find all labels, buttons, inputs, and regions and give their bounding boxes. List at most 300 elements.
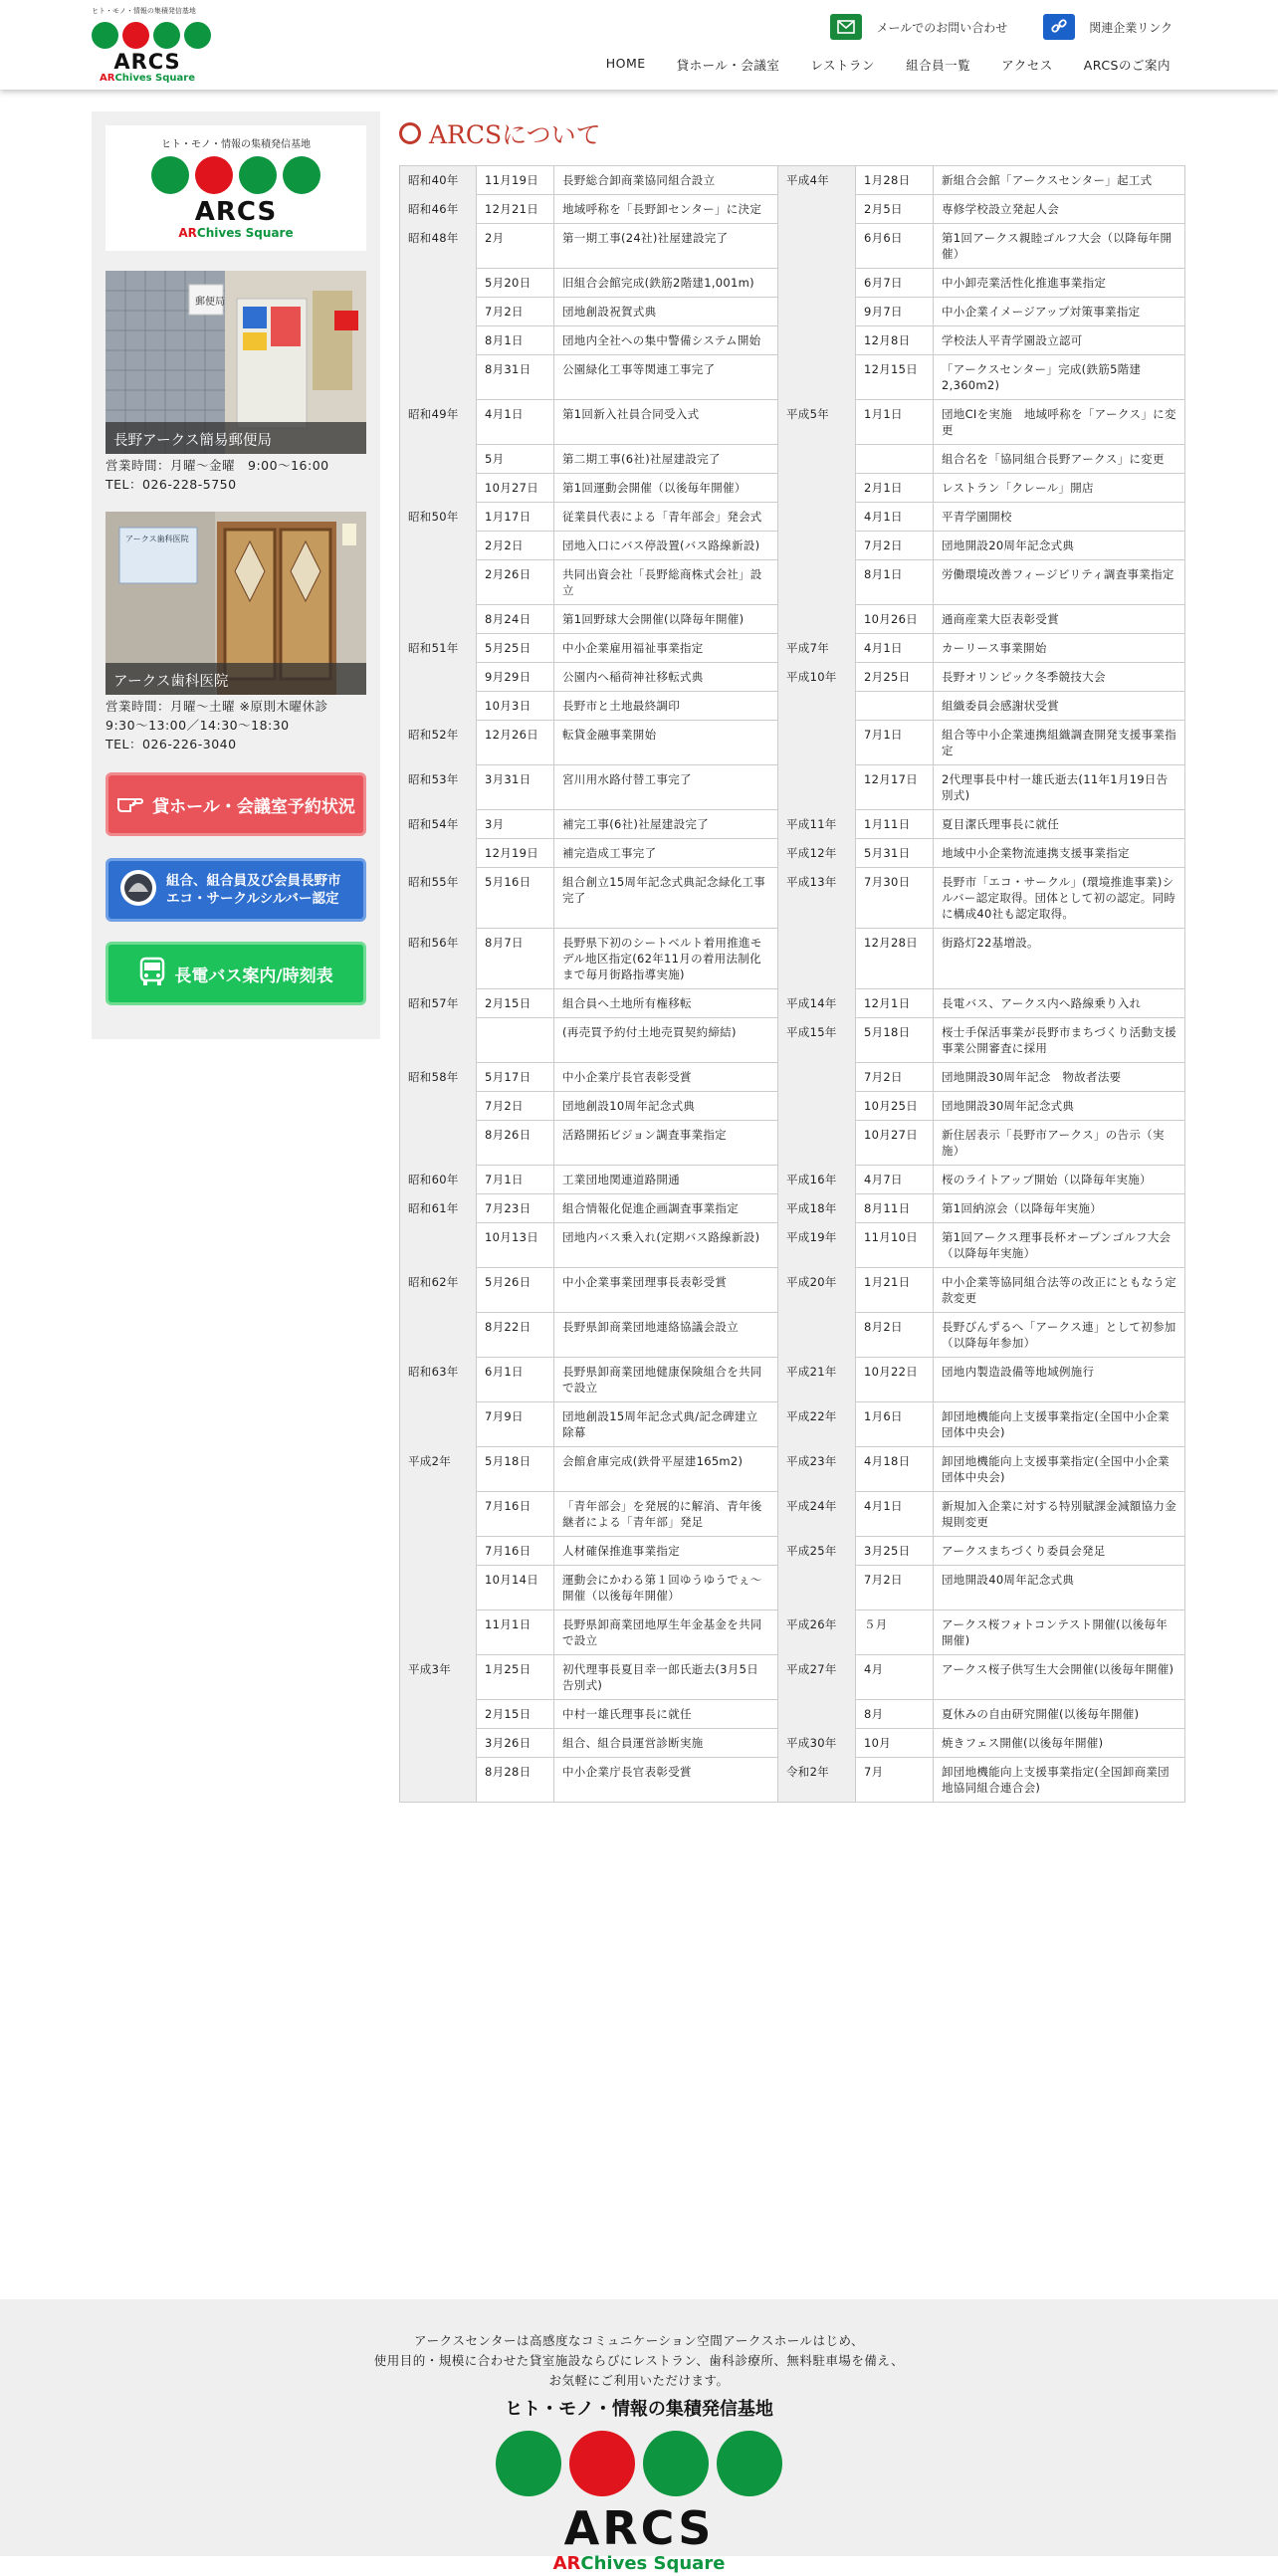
date-cell: 5月 [477,445,554,474]
date-cell [856,692,934,721]
table-row [400,560,1185,605]
event-cell: 組合情報化促進企画調査事業指定 [554,1194,778,1223]
eco-circle-banner[interactable] [106,858,366,922]
event-cell: 団地内製造設備等地域例施行 [934,1358,1185,1402]
sidebar-logo-sub: ARChives Square [178,226,294,240]
table-row [400,1166,1185,1194]
mail-inquiry-link[interactable] [830,14,1007,40]
footer-line-3: お気軽にご利用いただけます。 [548,2373,730,2388]
event-cell: 中小企業庁長官表彰受賞 [554,1758,778,1803]
era-cell [400,474,477,503]
date-cell: 12月26日 [477,721,554,765]
table-row [400,224,1185,269]
table-row [400,1700,1185,1729]
link-icon [1043,14,1075,40]
nav-hall[interactable]: 貸ホール・会議室 [676,58,780,73]
event-cell: 転貸金融事業開始 [554,721,778,765]
event-cell: 街路灯22基増設。 [934,929,1185,989]
date-cell: 10月27日 [856,1121,934,1166]
era-cell: 昭和53年 [400,765,477,810]
date-cell: 10月27日 [477,474,554,503]
table-row [400,1194,1185,1223]
event-cell: 団地CIを実施 地域呼称を「アークス」に変更 [934,400,1185,445]
date-cell: 5月31日 [856,839,934,868]
dental-tel: TEL：026-226-3040 [106,737,237,751]
table-row [400,503,1185,532]
date-cell: 8月28日 [477,1758,554,1803]
table-row [400,1358,1185,1402]
date-cell: 7月23日 [477,1194,554,1223]
event-cell: 組合等中小企業連携組織調査開発支援事業指定 [934,721,1185,765]
date-cell: 8月1日 [856,560,934,605]
logo-sub: ARChives Square [99,73,195,84]
date-cell: 1月11日 [856,810,934,839]
era-cell [400,605,477,634]
table-row [400,663,1185,692]
event-cell: 中小企業事業団理事長表彰受賞 [554,1268,778,1313]
event-cell: 組合創立15周年記念式典記念緑化工事完了 [554,868,778,929]
footer-message [0,2331,1278,2391]
date-cell: 7月2日 [856,1566,934,1610]
era-cell: 平成20年 [778,1268,856,1313]
nav-access[interactable]: アクセス [1001,58,1053,73]
era-cell: 昭和60年 [400,1166,477,1194]
date-cell: 1月21日 [856,1268,934,1313]
event-cell: 長野総合卸商業協同組合設立 [554,166,778,195]
date-cell: 2月26日 [477,560,554,605]
event-cell: 地域中小企業物流連携支援事業指定 [934,839,1185,868]
date-cell: 4月1日 [477,400,554,445]
era-cell [400,692,477,721]
mail-inquiry-label: メールでのお問い合わせ [876,20,1008,35]
event-cell: 新住居表示「長野市アークス」の告示（実施） [934,1121,1185,1166]
era-cell [778,560,856,605]
era-cell [778,224,856,269]
event-cell: アークスまちづくり委員会発足 [934,1537,1185,1566]
date-cell: 2月 [477,224,554,269]
event-cell: 組織委員会感謝状受賞 [934,692,1185,721]
era-cell [400,839,477,868]
dental-clinic-info [106,697,327,753]
date-cell: ５月 [856,1610,934,1655]
event-cell: 2代理事長中村一雄氏逝去(11年1月19日告別式) [934,765,1185,810]
date-cell: 2月25日 [856,663,934,692]
era-cell [400,1700,477,1729]
event-cell: 人材確保推進事業指定 [554,1537,778,1566]
eco-circle-label-line2: エコ・サークルシルバー認定 [166,891,339,907]
era-cell: 平成27年 [778,1655,856,1700]
sidebar-logo[interactable] [106,125,366,251]
era-cell [400,1018,477,1063]
event-cell: 団地創設祝賀式典 [554,298,778,326]
event-cell: 公園緑化工事等関連工事完了 [554,355,778,400]
era-cell [778,1092,856,1121]
event-cell: 専修学校設立発起人会 [934,195,1185,224]
date-cell: 7月1日 [477,1166,554,1194]
post-office-caption: 長野アークス簡易郵便局 [106,422,366,454]
era-cell [778,269,856,298]
date-cell: 8月24日 [477,605,554,634]
era-cell: 昭和51年 [400,634,477,663]
bus-info-banner[interactable] [106,942,366,1005]
hall-reservation-label: 貸ホール・会議室予約状況 [152,796,355,817]
event-cell: レストラン「クレール」開店 [934,474,1185,503]
era-cell: 昭和55年 [400,868,477,929]
event-cell: 長野オリンピック冬季競技大会 [934,663,1185,692]
table-row [400,326,1185,355]
event-cell: 焼きフェス開催(以後毎年開催) [934,1729,1185,1758]
post-office-hours: 営業時間：月曜～金曜 9:00～16:00 [106,458,329,473]
date-cell: 5月25日 [477,634,554,663]
table-row [400,1268,1185,1313]
date-cell: 12月8日 [856,326,934,355]
era-cell: 昭和63年 [400,1358,477,1402]
era-cell [778,445,856,474]
era-cell [778,532,856,560]
table-row [400,355,1185,400]
date-cell [856,445,934,474]
date-cell: 4月1日 [856,1492,934,1537]
table-row [400,1121,1185,1166]
page-title-text: ARCSについて [429,120,601,149]
sidebar-logo-dots [106,156,366,194]
table-row [400,839,1185,868]
era-cell [400,1729,477,1758]
svg-text:郵便局: 郵便局 [195,297,225,308]
date-cell: 5月18日 [477,1447,554,1492]
table-row [400,1655,1185,1700]
event-cell: 運動会にかわる第１回ゆうゆうでぇ～開催（以後毎年開催） [554,1566,778,1610]
table-row [400,1610,1185,1655]
date-cell: 10月26日 [856,605,934,634]
event-cell: 新規加入企業に対する特別賦課金減額協力金規則変更 [934,1492,1185,1537]
date-cell: 6月6日 [856,224,934,269]
event-cell: 団地入口にバス停設置(バス路線新設) [554,532,778,560]
date-cell: 3月25日 [856,1537,934,1566]
table-row [400,1447,1185,1492]
date-cell: 2月5日 [856,195,934,224]
era-cell [400,532,477,560]
date-cell: 5月16日 [477,868,554,929]
post-office-photo[interactable] [106,271,366,454]
era-cell: 昭和61年 [400,1194,477,1223]
table-row [400,868,1185,929]
event-cell: 長野市と土地最終調印 [554,692,778,721]
dental-hours-times: 9:30～13:00／14:30～18:30 [106,718,290,733]
sidebar-logo-tagline: ヒト・モノ・情報の集積発信基地 [161,139,311,150]
page-title [399,111,1185,155]
era-cell: 平成4年 [778,166,856,195]
date-cell: 5月17日 [477,1063,554,1092]
era-cell: 平成26年 [778,1610,856,1655]
post-office-info [106,456,329,494]
era-cell [400,355,477,400]
sidebar [92,111,380,1039]
date-cell: 7月2日 [856,1063,934,1092]
date-cell: 4月7日 [856,1166,934,1194]
date-cell: 10月22日 [856,1358,934,1402]
date-cell: 11月1日 [477,1610,554,1655]
event-cell: アークス桜子供写生大会開催(以後毎年開催) [934,1655,1185,1700]
event-cell: 団地開設30周年記念 物故者法要 [934,1063,1185,1092]
date-cell: 2月1日 [856,474,934,503]
eco-circle-label-line1: 組合、組合員及び会員長野市 [166,873,341,889]
date-cell: 7月2日 [856,532,934,560]
table-row [400,269,1185,298]
event-cell: 会館倉庫完成(鉄骨平屋建165m2) [554,1447,778,1492]
table-row [400,474,1185,503]
table-row [400,298,1185,326]
event-cell: 中村一雄氏理事長に就任 [554,1700,778,1729]
nav-restaurant[interactable]: レストラン [810,58,876,73]
table-row [400,765,1185,810]
logo-dots [92,22,211,49]
date-cell: 1月28日 [856,166,934,195]
era-cell: 平成13年 [778,868,856,929]
site-footer [0,2299,1278,2574]
table-row [400,1018,1185,1063]
event-cell: 公園内へ稲荷神社移転式典 [554,663,778,692]
event-cell: 中小企業庁長官表彰受賞 [554,1063,778,1092]
date-cell: 7月16日 [477,1537,554,1566]
event-cell: (再売買予約付土地売買契約締結) [554,1018,778,1063]
era-cell [400,1092,477,1121]
event-cell: 団地内全社への集中警備システム開始 [554,326,778,355]
era-cell [400,1223,477,1268]
footer-logo-dots [0,2431,1278,2496]
event-cell: 団地開設40周年記念式典 [934,1566,1185,1610]
table-row [400,445,1185,474]
era-cell [778,195,856,224]
era-cell [400,1121,477,1166]
table-row [400,1313,1185,1358]
table-row [400,1063,1185,1092]
event-cell: 団地開設20周年記念式典 [934,532,1185,560]
era-cell [778,721,856,765]
date-cell: 11月19日 [477,166,554,195]
footer-line-1: アークスセンターは高感度なコミュニケーション空間アークスホールはじめ、 [413,2333,864,2348]
era-cell [778,1063,856,1092]
date-cell: 1月25日 [477,1655,554,1700]
related-links-label: 関連企業リンク [1089,20,1172,35]
date-cell: 12月19日 [477,839,554,868]
nav-home[interactable]: HOME [605,56,646,71]
era-cell: 平成21年 [778,1358,856,1402]
event-cell: 中小企業イメージアップ対策事業指定 [934,298,1185,326]
era-cell [778,326,856,355]
date-cell: 4月 [856,1655,934,1700]
era-cell: 平成10年 [778,663,856,692]
era-cell: 昭和56年 [400,929,477,989]
date-cell: 7月1日 [856,721,934,765]
site-logo[interactable] [92,6,211,86]
date-cell: 3月31日 [477,765,554,810]
date-cell: 8月22日 [477,1313,554,1358]
table-row [400,810,1185,839]
era-cell: 平成7年 [778,634,856,663]
era-cell: 平成3年 [400,1655,477,1700]
event-cell: 団地創設10周年記念式典 [554,1092,778,1121]
logo-tagline: ヒト・モノ・情報の集積発信基地 [92,7,196,15]
date-cell: 8月2日 [856,1313,934,1358]
era-cell: 平成2年 [400,1447,477,1492]
date-cell: 7月9日 [477,1402,554,1447]
event-cell: カーリース事業開始 [934,634,1185,663]
era-cell [778,503,856,532]
event-cell: 「青年部会」を発展的に解消、青年後継者による「青年部」発足 [554,1492,778,1537]
date-cell: 11月10日 [856,1223,934,1268]
era-cell: 平成12年 [778,839,856,868]
hall-reservation-banner[interactable] [106,772,366,836]
era-cell [778,692,856,721]
event-cell: 初代理事長夏目幸一郎氏逝去(3月5日告別式) [554,1655,778,1700]
date-cell: 5月26日 [477,1268,554,1313]
date-cell: 3月26日 [477,1729,554,1758]
era-cell: 平成30年 [778,1729,856,1758]
event-cell: 中小企業雇用福祉事業指定 [554,634,778,663]
era-cell: 平成18年 [778,1194,856,1223]
date-cell: 7月30日 [856,868,934,929]
era-cell: 昭和58年 [400,1063,477,1092]
date-cell: 12月17日 [856,765,934,810]
date-cell: 9月7日 [856,298,934,326]
event-cell: 第一期工事(24社)社屋建設完了 [554,224,778,269]
nav-about[interactable]: ARCSのご案内 [1083,58,1171,73]
event-cell: 長野県卸商業団地健康保険組合を共同で設立 [554,1358,778,1402]
event-cell: 長野びんずるへ「アークス連」として初参加（以降毎年参加） [934,1313,1185,1358]
era-cell [778,355,856,400]
event-cell: 第1回アークス親睦ゴルフ大会（以降毎年開催） [934,224,1185,269]
table-row [400,605,1185,634]
era-cell: 平成16年 [778,1166,856,1194]
event-cell: 組合員へ土地所有権移転 [554,989,778,1018]
main-nav [606,56,1171,74]
table-row [400,989,1185,1018]
event-cell: 地域呼称を「長野卸センター」に決定 [554,195,778,224]
svg-text:アークス歯科医院: アークス歯科医院 [125,535,189,543]
site-header [0,0,1278,90]
pointing-hand-icon [116,791,144,818]
era-cell: 昭和52年 [400,721,477,765]
date-cell: 4月1日 [856,634,934,663]
era-cell: 平成22年 [778,1402,856,1447]
era-cell [400,1313,477,1358]
date-cell: 8月31日 [477,355,554,400]
date-cell: 8月26日 [477,1121,554,1166]
era-cell: 平成15年 [778,1018,856,1063]
table-row [400,195,1185,224]
event-cell: 長野県下初のシートベルト着用推進モデル地区指定(62年11月の着用法制化まで毎月街路指導実施) [554,929,778,989]
era-cell: 平成24年 [778,1492,856,1537]
era-cell [778,605,856,634]
date-cell: 8月 [856,1700,934,1729]
event-cell: 学校法人平青学園設立認可 [934,326,1185,355]
history-table [399,165,1185,1803]
era-cell: 昭和57年 [400,989,477,1018]
dental-clinic-photo[interactable] [106,512,366,695]
eco-circle-badge-icon [118,868,158,912]
table-row [400,692,1185,721]
date-cell: 12月21日 [477,195,554,224]
post-office-tel: TEL：026-228-5750 [106,477,237,492]
date-cell: 2月2日 [477,532,554,560]
era-cell [400,1537,477,1566]
event-cell: 長電バス、アークス内へ路線乗り入れ [934,989,1185,1018]
era-cell [400,1566,477,1610]
era-cell [778,765,856,810]
footer-logo-word: ARCS [563,2501,715,2555]
event-cell: 桜士手保活事業が長野市まちづくり活動支援事業公開審査に採用 [934,1018,1185,1063]
nav-members[interactable]: 組合員一覧 [906,58,971,73]
event-cell: 平青学園開校 [934,503,1185,532]
event-cell: 工業団地関連道路開通 [554,1166,778,1194]
era-cell [400,663,477,692]
date-cell: 7月2日 [477,298,554,326]
mail-icon [830,14,862,40]
era-cell: 平成25年 [778,1537,856,1566]
related-links-link[interactable] [1043,14,1172,40]
era-cell [400,298,477,326]
event-cell: 旧組合会館完成(鉄筋2階建1,001m) [554,269,778,298]
date-cell: 10月3日 [477,692,554,721]
era-cell: 昭和40年 [400,166,477,195]
date-cell: 10月25日 [856,1092,934,1121]
date-cell: 2月15日 [477,1700,554,1729]
footer-tagline: ヒト・モノ・情報の集積発信基地 [505,2399,773,2420]
era-cell: 昭和62年 [400,1268,477,1313]
date-cell: 8月7日 [477,929,554,989]
bus-icon [138,957,166,991]
event-cell: 夏目潔氏理事長に就任 [934,810,1185,839]
date-cell: 5月20日 [477,269,554,298]
circle-icon [399,122,421,144]
table-row [400,1402,1185,1447]
dental-clinic-caption: アークス歯科医院 [106,663,366,695]
date-cell: 12月15日 [856,355,934,400]
era-cell [400,445,477,474]
event-cell: 第1回納涼会（以降毎年実施） [934,1194,1185,1223]
era-cell [778,929,856,989]
bus-info-label: 長電バス案内/時刻表 [174,966,333,986]
era-cell [400,560,477,605]
era-cell [400,1758,477,1803]
table-row [400,1729,1185,1758]
era-cell [400,1610,477,1655]
event-cell: 組合、組合員運営診断実施 [554,1729,778,1758]
table-row [400,166,1185,195]
date-cell: 9月29日 [477,663,554,692]
event-cell: 「アークスセンター」完成(鉄筋5階建2,360m2) [934,355,1185,400]
logo-word: ARCS [113,50,181,74]
event-cell: 中小卸売業活性化推進事業指定 [934,269,1185,298]
event-cell: 団地開設30周年記念式典 [934,1092,1185,1121]
era-cell [400,1492,477,1537]
event-cell: 長野県卸商業団地連絡協議会設立 [554,1313,778,1358]
event-cell: 長野市「エコ・サークル」(環境推進事業)シルバー認定取得。団体として初の認定。同時に構成40社も認定取得。 [934,868,1185,929]
era-cell: 昭和48年 [400,224,477,269]
date-cell: 8月11日 [856,1194,934,1223]
date-cell: 7月2日 [477,1092,554,1121]
table-row [400,1566,1185,1610]
era-cell [400,1402,477,1447]
table-row [400,929,1185,989]
era-cell: 平成5年 [778,400,856,445]
era-cell: 平成11年 [778,810,856,839]
date-cell: 2月15日 [477,989,554,1018]
date-cell: 12月1日 [856,989,934,1018]
era-cell [400,269,477,298]
footer-logo-sub: ARChives Square [552,2553,726,2574]
